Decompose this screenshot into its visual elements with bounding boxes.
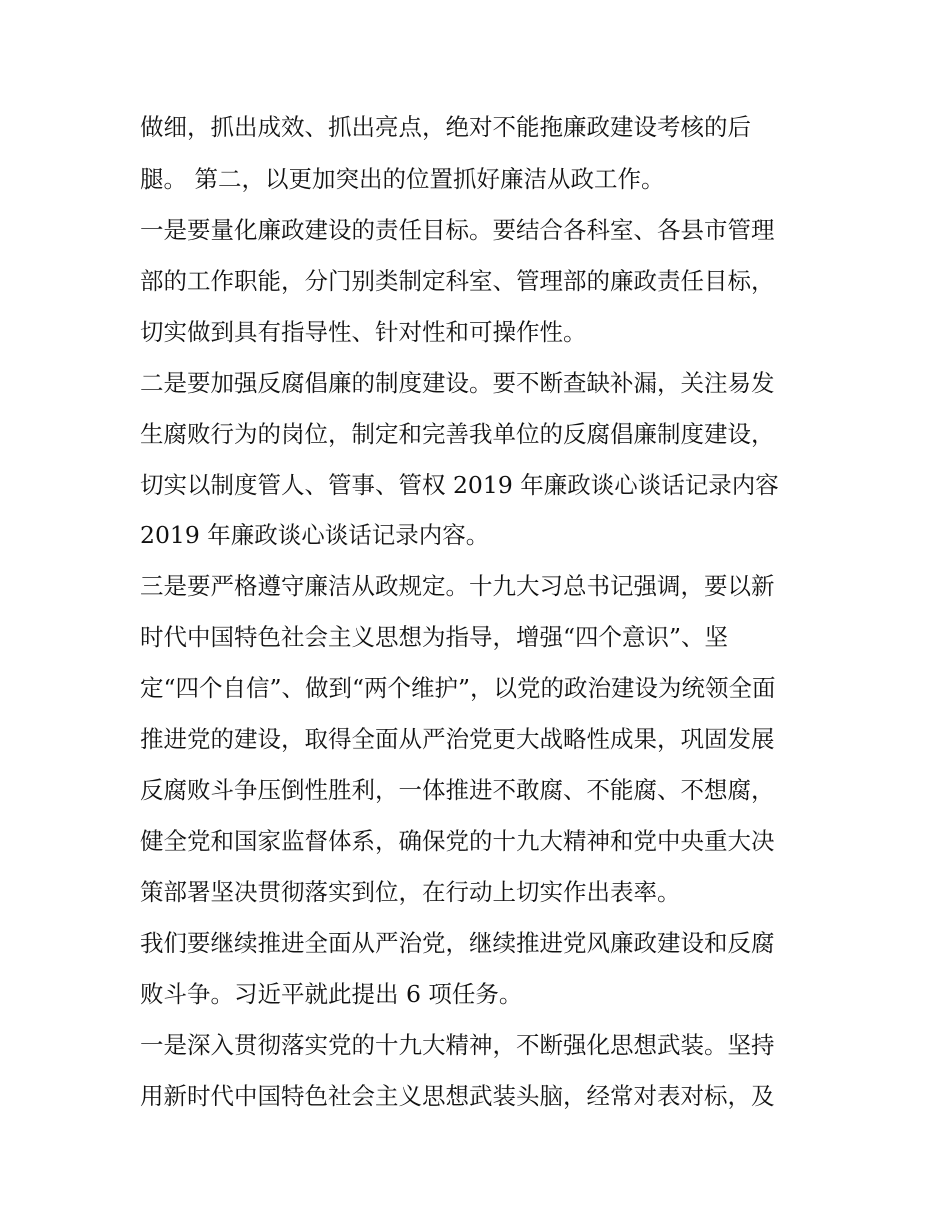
text-line: 用新时代中国特色社会主义思想武装头脑，经常对表对标，及	[140, 1082, 775, 1110]
text-line: 策部署坚决贯彻落实到位，在行动上切实作出表率。	[140, 878, 681, 906]
text-line: 一是深入贯彻落实党的十九大精神，不断强化思想武装。坚持	[140, 1031, 775, 1059]
text-line: 做细，抓出成效、抓出亮点，绝对不能拖廉政建设考核的后	[140, 113, 751, 141]
text-line: 2019 年廉政谈心谈话记录内容。	[140, 521, 490, 549]
text-line: 切实以制度管人、管事、管权 2019 年廉政谈心谈话记录内容	[140, 471, 779, 499]
text-line: 定“四个自信”、做到“两个维护”，以党的政治建设为统领全面	[140, 674, 776, 702]
text-line: 腿。 第二，以更加突出的位置抓好廉洁从政工作。	[140, 165, 665, 193]
text-line: 反腐败斗争压倒性胜利，一体推进不敢腐、不能腐、不想腐，	[140, 776, 775, 804]
text-line: 三是要严格遵守廉洁从政规定。十九大习总书记强调，要以新	[140, 572, 775, 600]
text-line: 败斗争。习近平就此提出 6 项任务。	[140, 980, 523, 1008]
text-line: 部的工作职能，分门别类制定科室、管理部的廉政责任目标，	[140, 267, 775, 295]
text-line: 健全党和国家监督体系，确保党的十九大精神和党中央重大决	[140, 827, 775, 855]
text-line: 二是要加强反腐倡廉的制度建设。要不断查缺补漏，关注易发	[140, 369, 775, 397]
text-line: 一是要量化廉政建设的责任目标。要结合各科室、各县市管理	[140, 216, 775, 244]
text-line: 切实做到具有指导性、针对性和可操作性。	[140, 318, 587, 346]
text-line: 推进党的建设，取得全面从严治党更大战略性成果，巩固发展	[140, 725, 775, 753]
text-line: 生腐败行为的岗位，制定和完善我单位的反腐倡廉制度建设，	[140, 420, 775, 448]
text-line: 时代中国特色社会主义思想为指导，增强“四个意识”、坚	[140, 623, 729, 651]
text-line: 我们要继续推进全面从严治党，继续推进党风廉政建设和反腐	[140, 929, 775, 957]
